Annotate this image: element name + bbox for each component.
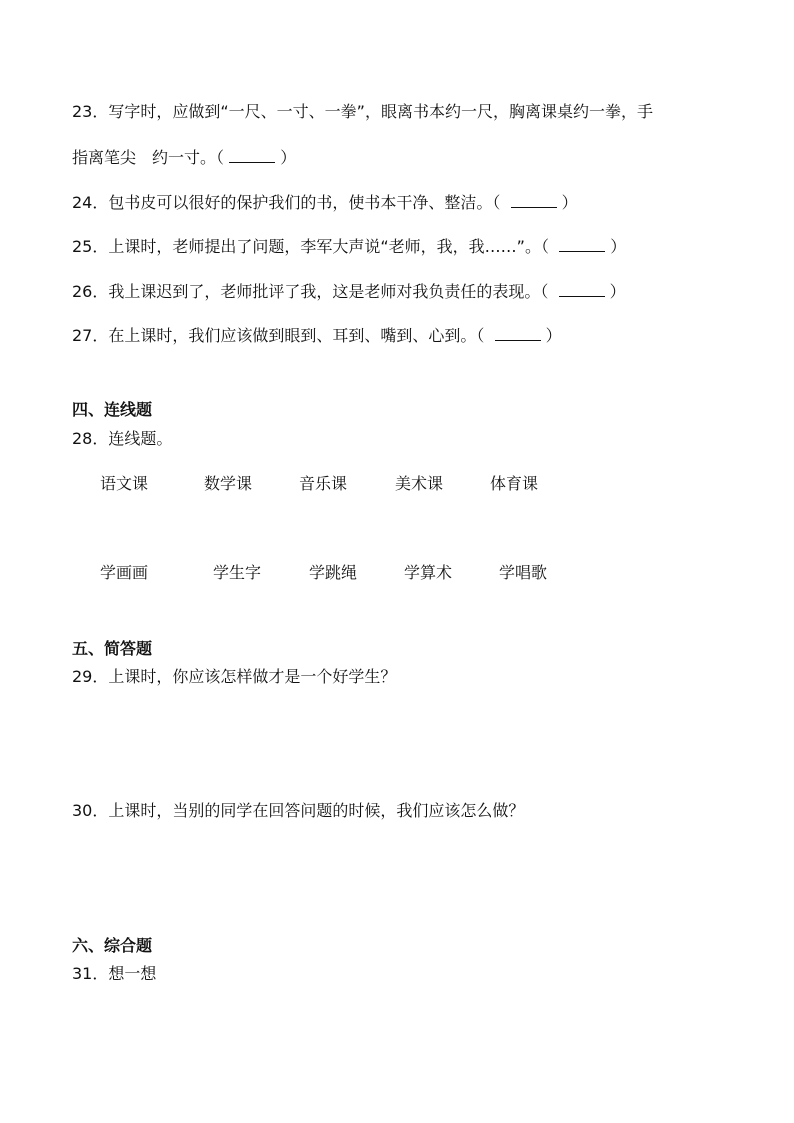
question-28: 28．连线题。 <box>72 429 173 448</box>
match-top-item-3[interactable]: 音乐课 <box>299 474 348 493</box>
question-24 <box>72 191 578 214</box>
answer-blank-25[interactable] <box>559 235 605 252</box>
question-30: 30．上课时，当别的同学在回答问题的时候，我们应该怎么做？ <box>72 801 525 820</box>
answer-blank-24[interactable] <box>511 191 557 208</box>
question-23-line-1: 23．写字时，应做到“一尺、一寸、一拳”，眼离书本约一尺，胸离课桌约一拳，手 <box>72 102 653 121</box>
close-paren-23: ） <box>280 148 297 167</box>
question-25-text: 25．上课时，老师提出了问题，李军大声说“老师，我，我……”。（ <box>72 237 549 256</box>
question-26 <box>72 280 626 303</box>
question-23-line-2 <box>72 146 296 169</box>
question-29: 29．上课时，你应该怎样做才是一个好学生？ <box>72 667 397 686</box>
section-5-heading: 五、简答题 <box>72 639 153 658</box>
close-paren-25: ） <box>610 237 627 256</box>
answer-blank-23[interactable] <box>229 146 275 163</box>
section-4-heading: 四、连线题 <box>72 400 153 419</box>
answer-blank-26[interactable] <box>559 280 605 297</box>
match-bottom-item-3[interactable]: 学跳绳 <box>309 563 358 582</box>
match-top-item-4[interactable]: 美术课 <box>395 474 444 493</box>
match-top-item-2[interactable]: 数学课 <box>204 474 253 493</box>
match-bottom-item-4[interactable]: 学算术 <box>404 563 453 582</box>
question-23-text: 指离笔尖 约一寸。（ <box>72 148 225 167</box>
question-24-text: 24．包书皮可以很好的保护我们的书，使书本干净、整洁。（ <box>72 193 501 212</box>
match-bottom-item-5[interactable]: 学唱歌 <box>499 563 548 582</box>
match-bottom-item-1[interactable]: 学画画 <box>100 563 149 582</box>
question-31: 31．想一想 <box>72 964 157 983</box>
close-paren-27: ） <box>545 326 562 345</box>
question-27-text: 27．在上课时，我们应该做到眼到、耳到、嘴到、心到。（ <box>72 326 485 345</box>
section-6-heading: 六、综合题 <box>72 936 153 955</box>
close-paren-24: ） <box>561 193 578 212</box>
match-top-item-1[interactable]: 语文课 <box>100 474 149 493</box>
question-25 <box>72 235 626 258</box>
match-bottom-item-2[interactable]: 学生字 <box>213 563 262 582</box>
match-top-item-5[interactable]: 体育课 <box>490 474 539 493</box>
answer-blank-27[interactable] <box>495 324 541 341</box>
question-26-text: 26．我上课迟到了，老师批评了我，这是老师对我负责任的表现。（ <box>72 282 549 301</box>
question-27 <box>72 324 562 347</box>
close-paren-26: ） <box>609 282 626 301</box>
